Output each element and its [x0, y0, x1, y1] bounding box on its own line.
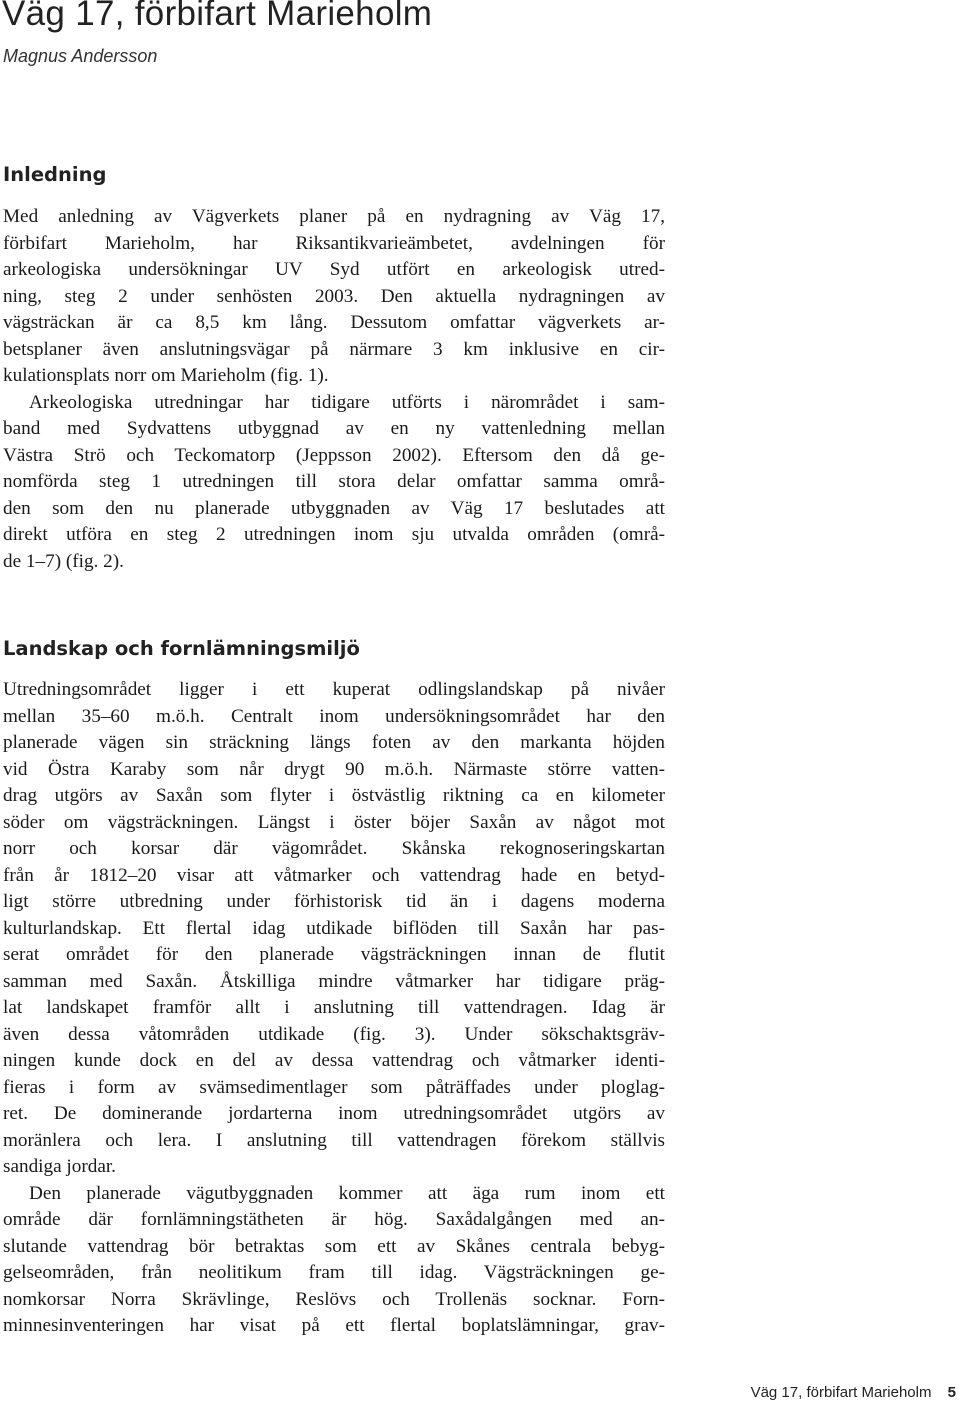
text-line: kulturlandskap. Ett flertal idag utdikade biflöden till Saxån har pas-: [3, 917, 665, 939]
text-line: nomkorsar Norra Skrävlinge, Reslövs och Trollenäs socknar. Forn-: [3, 1288, 665, 1310]
text-line: från år 1812–20 visar att våtmarker och vattendrag hade en betyd-: [3, 864, 665, 886]
text-line: direkt utföra en steg 2 utredningen inom sju utvalda områden (områ-: [3, 524, 665, 545]
text-line: drag utgörs av Saxån som flyter i östvästlig riktning ca en kilometer: [3, 785, 665, 806]
section-body-inledning: [3, 204, 665, 575]
page-number: 5: [947, 1384, 956, 1401]
footer-running-title: Väg 17, förbifart Marieholm: [750, 1384, 932, 1401]
text-line: även dessa våtområden utdikade (fig. 3). Under sökschaktsgräv-: [3, 1023, 665, 1045]
text-line: band med Sydvattens utbyggnad av en ny vattenledning mellan: [3, 418, 665, 439]
text-line: ningen kunde dock en del av dessa vattendrag och våtmarker identi-: [3, 1050, 665, 1071]
text-line: gelseområden, från neolitikum fram till idag. Vägsträckningen ge-: [3, 1262, 665, 1283]
section-heading-inledning: Inledning: [3, 163, 107, 186]
text-line: ligt större utbredning under förhistorisk tid än i dagens moderna: [3, 891, 665, 912]
text-line: kulationsplats norr om Marieholm (fig. 1).: [3, 365, 329, 386]
text-line: norr och korsar där vägområdet. Skånska rekognoseringskartan: [3, 838, 665, 859]
page-footer: [751, 1384, 956, 1401]
text-line: samman med Saxån. Åtskilliga mindre våtmarker har tidigare präg-: [3, 970, 665, 992]
text-line: område där fornlämningstätheten är hög. Saxådalgången med an-: [3, 1209, 665, 1230]
text-line: nomförda steg 1 utredningen till stora delar omfattar samma områ-: [3, 471, 665, 492]
section-body-landskap: [3, 677, 665, 1340]
text-line: söder om vägsträckningen. Längst i öster böjer Saxån av något mot: [3, 811, 665, 833]
text-line: ning, steg 2 under senhösten 2003. Den aktuella nydragningen av: [3, 285, 665, 307]
text-line: Arkeologiska utredningar har tidigare utförts i närområdet i sam-: [29, 391, 665, 413]
text-line: vägsträckan är ca 8,5 km lång. Dessutom omfattar vägverkets ar-: [3, 312, 665, 333]
article-title: Väg 17, förbifart Marieholm: [2, 0, 433, 33]
text-line: serat området för den planerade vägsträckningen innan de flutit: [3, 944, 665, 965]
text-line: sandiga jordar.: [3, 1156, 116, 1177]
text-line: de 1–7) (fig. 2).: [3, 550, 124, 572]
text-line: förbifart Marieholm, har Riksantikvarieämbetet, avdelningen för: [3, 232, 665, 254]
section-heading-landskap: Landskap och fornlämningsmiljö: [3, 637, 360, 660]
text-line: moränlera och lera. I anslutning till vattendragen förekom ställvis: [3, 1129, 665, 1151]
text-line: den som den nu planerade utbyggnaden av Väg 17 beslutades att: [3, 497, 665, 519]
text-line: lat landskapet framför allt i anslutning till vattendragen. Idag är: [3, 997, 665, 1018]
text-line: minnesinventeringen har visat på ett flertal boplatslämningar, grav-: [3, 1315, 665, 1336]
text-line: arkeologiska undersökningar UV Syd utfört en arkeologisk utred-: [3, 259, 665, 280]
article-author: Magnus Andersson: [3, 46, 158, 66]
text-line: Utredningsområdet ligger i ett kuperat odlingslandskap på nivåer: [3, 679, 665, 700]
text-line: mellan 35–60 m.ö.h. Centralt inom undersökningsområdet har den: [3, 705, 665, 727]
text-line: vid Östra Karaby som når drygt 90 m.ö.h. Närmaste större vatten-: [3, 758, 665, 780]
text-line: slutande vattendrag bör betraktas som ett av Skånes centrala bebyg-: [3, 1235, 665, 1257]
text-line: fieras i form av svämsedimentlager som påträffades under ploglag-: [3, 1076, 665, 1098]
text-line: ret. De dominerande jordarterna inom utredningsområdet utgörs av: [3, 1103, 665, 1124]
text-line: Den planerade vägutbyggnaden kommer att äga rum inom ett: [29, 1182, 665, 1204]
text-line: planerade vägen sin sträckning längs foten av den markanta höjden: [3, 732, 665, 753]
text-line: betsplaner även anslutningsvägar på närmare 3 km inklusive en cir-: [3, 338, 665, 360]
text-line: Västra Strö och Teckomatorp (Jeppsson 2002). Eftersom den då ge-: [3, 444, 665, 466]
text-line: Med anledning av Vägverkets planer på en nydragning av Väg 17,: [3, 206, 665, 227]
